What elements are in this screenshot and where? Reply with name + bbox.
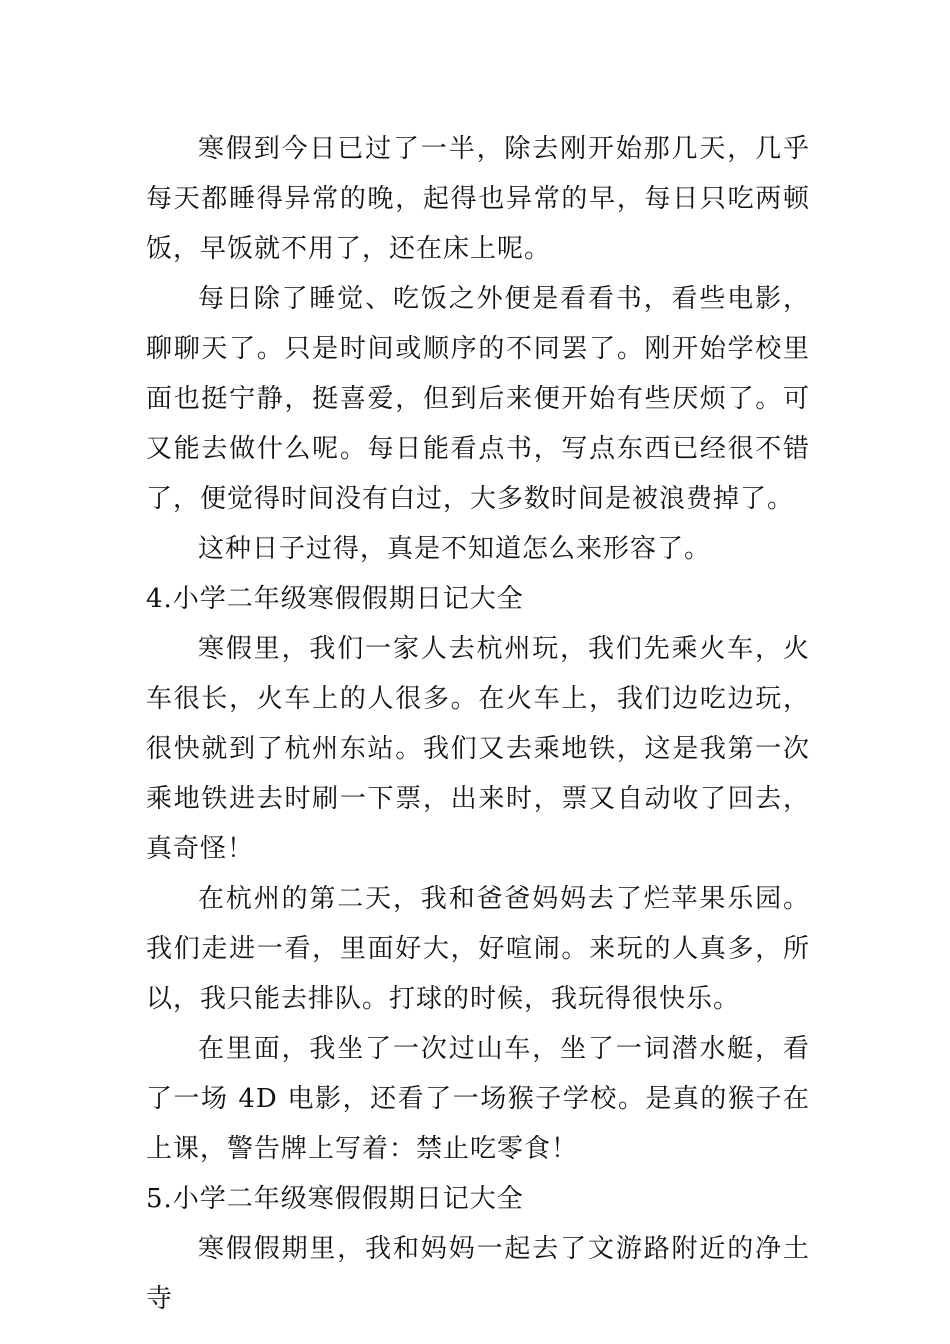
- paragraph: 这种日子过得，真是不知道怎么来形容了。: [198, 534, 712, 564]
- section-heading: 5.小学二年级寒假假期日记大全: [146, 1184, 524, 1214]
- section-heading: 4.小学二年级寒假假期日记大全: [146, 584, 524, 614]
- paragraph: 寒假假期里，我和妈妈一起去了文游路附近的净土寺: [146, 1234, 810, 1314]
- paragraph: 寒假到今日已过了一半，除去刚开始那几天，几乎每天都睡得异常的晚，起得也异常的早，每日只吃两顿饭，早饭就不用了，还在床上呢。: [146, 134, 810, 264]
- paragraph: 在里面，我坐了一次过山车，坐了一词潜水艇，看了一场 4D 电影，还看了一场猴子学校。是真的猴子在上课，警告牌上写着：禁止吃零食！: [146, 1034, 810, 1164]
- paragraph: 寒假里，我们一家人去杭州玩，我们先乘火车，火车很长，火车上的人很多。在火车上，我们边吃边玩，很快就到了杭州东站。我们又去乘地铁，这是我第一次乘地铁进去时刷一下票，出来时，票又自动收了回去，真奇怪！: [146, 634, 810, 864]
- paragraph: 每日除了睡觉、吃饭之外便是看看书，看些电影，聊聊天了。只是时间或顺序的不同罢了。刚开始学校里面也挺宁静，挺喜爱，但到后来便开始有些厌烦了。可又能去做什么呢。每日能看点书，写点东西已经很不错了，便觉得时间没有白过，大多数时间是被浪费掉了。: [146, 284, 810, 514]
- document-body: [146, 124, 810, 1324]
- paragraph: 在杭州的第二天，我和爸爸妈妈去了烂苹果乐园。我们走进一看，里面好大，好喧闹。来玩的人真多，所以，我只能去排队。打球的时候，我玩得很快乐。: [146, 884, 810, 1014]
